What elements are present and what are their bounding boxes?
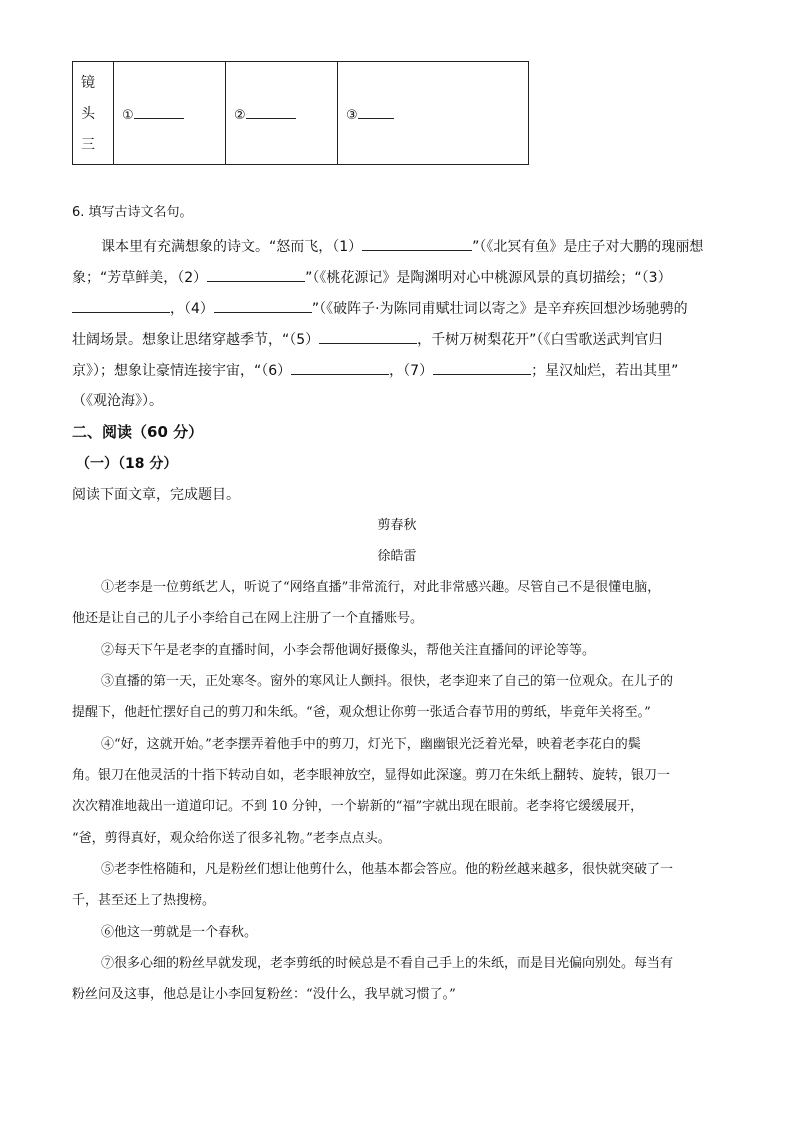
answer-blank[interactable] bbox=[72, 298, 170, 313]
article-line: “爸，剪得真好，观众给你送了很多礼物。”老李点点头。 bbox=[72, 831, 391, 846]
article-line: 他还是让自己的儿子小李给自己在网上注册了一个直播账号。 bbox=[72, 611, 424, 626]
table-row-header bbox=[73, 62, 114, 164]
cell-label: ② bbox=[234, 108, 246, 123]
article-line: 千，甚至还上了热搜榜。 bbox=[72, 893, 216, 908]
fill-line: （《观沧海》）。 bbox=[72, 393, 163, 409]
fill-line: 课本里有充满想象的诗文。“怒而飞，（1） ”（《北冥有鱼》是庄子对大鹏的瑰丽想 bbox=[101, 236, 703, 257]
row-header-char: 镜 bbox=[81, 75, 95, 91]
answer-blank[interactable] bbox=[246, 107, 296, 119]
article-line: 粉丝问及这事，他总是让小李回复粉丝：“没什么，我早就习惯了。” bbox=[72, 987, 456, 1002]
fill-line: ，（4） ”（《破阵子·为陈同甫赋壮词以寄之》是辛弃疾回想沙场驰骋的 bbox=[72, 298, 688, 319]
article-line: 角。银刀在他灵活的十指下转动自如，老李眼神放空，显得如此深邃。剪刀在朱纸上翻转、旋转，银刀一 bbox=[72, 768, 671, 783]
article-line: ⑥他这一剪就是一个春秋。 bbox=[101, 925, 258, 940]
answer-blank[interactable] bbox=[214, 298, 312, 313]
answer-blank[interactable] bbox=[134, 107, 184, 119]
answer-blank[interactable] bbox=[291, 360, 389, 375]
row-header-char: 头 bbox=[81, 106, 95, 122]
fill-line: 壮阔场景。想象让思绪穿越季节，“（5） ，千树万树梨花开”（《白雪歌送武判官归 bbox=[72, 329, 662, 350]
article-line: ①老李是一位剪纸艺人，听说了“网络直播”非常流行，对此非常感兴趣。尽管自己不是很懂电脑， bbox=[101, 580, 661, 595]
section-title: 二、阅读（60 分） bbox=[72, 423, 204, 441]
answer-blank[interactable] bbox=[319, 329, 417, 344]
answer-table bbox=[72, 61, 529, 165]
answer-blank[interactable] bbox=[362, 236, 472, 251]
question-title: 6. 填写古诗文名句。 bbox=[72, 205, 193, 220]
table-cell-1[interactable] bbox=[113, 62, 226, 164]
article-line: ⑤老李性格随和，凡是粉丝们想让他剪什么，他基本都会答应。他的粉丝越来越多，很快就突破了一 bbox=[101, 862, 674, 877]
article-line: ④“好，这就开始。”老李摆弄着他手中的剪刀，灯光下，幽幽银光泛着光晕，映着老李花白的鬓 bbox=[101, 737, 641, 752]
answer-blank[interactable] bbox=[358, 107, 394, 119]
answer-blank[interactable] bbox=[433, 360, 531, 375]
article-line: 次次精准地裁出一道道印记。不到 10 分钟，一个崭新的“福”字就出现在眼前。老李将它缓缓展开， bbox=[72, 799, 644, 814]
cell-label: ① bbox=[122, 108, 134, 123]
instruction-text: 阅读下面文章，完成题目。 bbox=[72, 487, 240, 503]
subsection-title: （一）（18 分） bbox=[76, 456, 178, 472]
table-cell-3[interactable] bbox=[337, 62, 528, 164]
article-line: 提醒下，他赶忙摆好自己的剪刀和朱纸。“爸，观众想让你剪一张适合春节用的剪纸，毕竟年关将至。” bbox=[72, 705, 651, 720]
article-title: 剪春秋 bbox=[377, 518, 417, 533]
row-header-char: 三 bbox=[81, 137, 95, 153]
fill-line: 象；“芳草鲜美，（2） ”（《桃花源记》是陶渊明对心中桃源风景的真切描绘；“（3） bbox=[72, 267, 672, 288]
article-author: 徐皓雷 bbox=[377, 549, 417, 564]
article-line: ②每天下午是老李的直播时间，小李会帮他调好摄像头，帮他关注直播间的评论等等。 bbox=[101, 643, 596, 658]
fill-line: 京》）；想象让豪情连接宇宙，“（6） ，（7） ；星汉灿烂，若出其里” bbox=[72, 360, 678, 381]
table-cell-2[interactable] bbox=[225, 62, 338, 164]
answer-blank[interactable] bbox=[207, 267, 305, 282]
cell-label: ③ bbox=[346, 108, 358, 123]
article-line: ⑦很多心细的粉丝早就发现，老李剪纸的时候总是不看自己手上的朱纸，而是目光偏向别处。每当有 bbox=[101, 956, 674, 971]
article-line: ③直播的第一天，正处寒冬。窗外的寒风让人颤抖。很快，老李迎来了自己的第一位观众。在儿子的 bbox=[101, 674, 674, 689]
